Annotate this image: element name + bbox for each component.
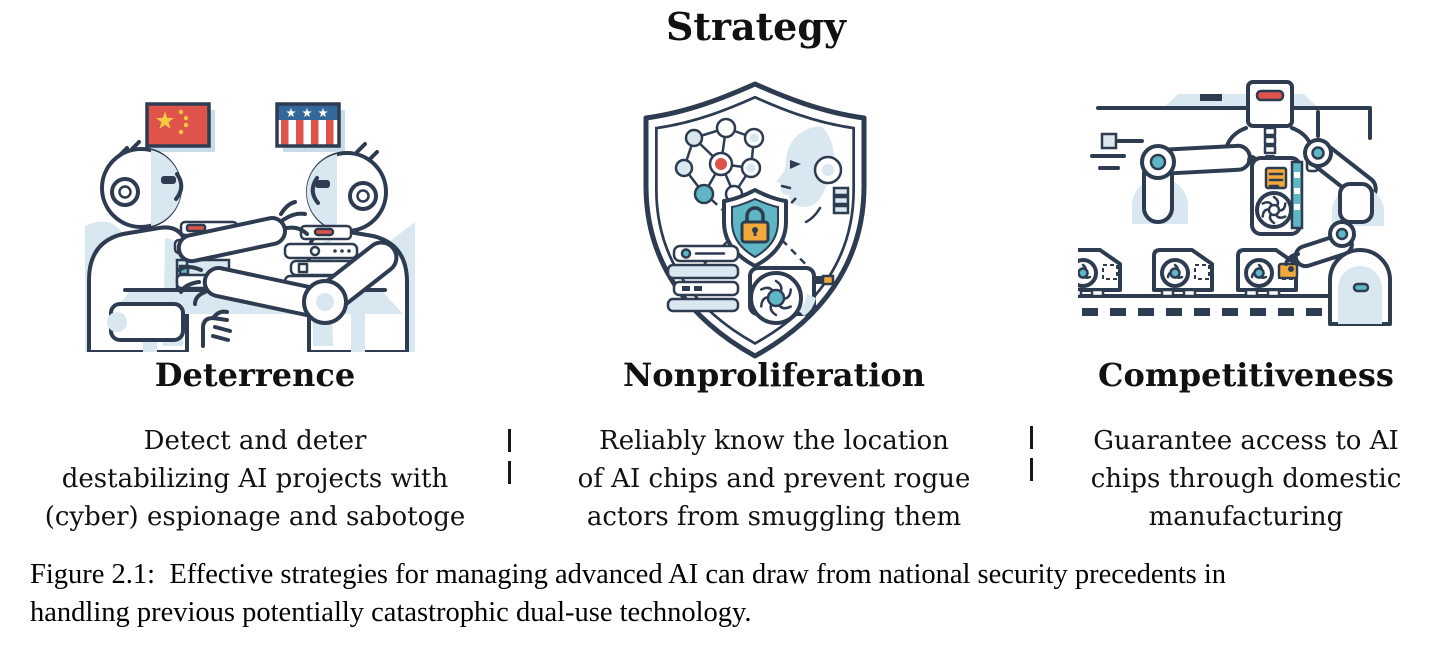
- column-divider-right: [1030, 426, 1033, 481]
- gpu-card-icon: [1154, 250, 1212, 296]
- figure-title: Strategy: [665, 4, 847, 49]
- figure-caption: [30, 556, 1450, 632]
- robotic-arm-right: [1305, 140, 1384, 226]
- description-line: Guarantee access to AI: [1093, 426, 1399, 456]
- conveyor-icon: [1078, 296, 1328, 312]
- description-line: (cyber) espionage and sabotoge: [44, 502, 466, 532]
- gpu-card-upright-icon: [1252, 158, 1302, 234]
- description-nonproliferation: [539, 422, 1009, 536]
- caption-line: Figure 2.1: Effective strategies for managing advanced AI can draw from national security precedents in: [30, 559, 1227, 590]
- china-flag-icon: [147, 104, 215, 152]
- rail-strip: [1164, 94, 1318, 108]
- heading-deterrence: Deterrence: [154, 356, 356, 394]
- gpu-card-icon: [1078, 250, 1120, 296]
- description-line: manufacturing: [1148, 502, 1344, 532]
- nonproliferation-illustration: [624, 74, 886, 362]
- chip-on-card: [1279, 264, 1297, 278]
- description-line: Reliably know the location: [599, 426, 949, 456]
- description-line: actors from smuggling them: [586, 502, 962, 532]
- description-line: of AI chips and prevent rogue: [577, 464, 971, 494]
- caption-line: handling previous potentially catastrophic dual-use technology.: [30, 597, 752, 628]
- description-line: Detect and deter: [143, 426, 367, 456]
- us-flag-icon: [277, 104, 345, 152]
- heading-competitiveness: Competitiveness: [1098, 356, 1394, 394]
- description-line: chips through domestic: [1090, 464, 1402, 494]
- competitiveness-illustration: [1078, 76, 1404, 328]
- column-divider-left: [508, 429, 511, 484]
- robotic-arm-lower-right: [1286, 222, 1390, 324]
- deterrence-illustration: [85, 64, 415, 352]
- servers-icon: [668, 246, 738, 311]
- heading-nonproliferation: Nonproliferation: [622, 356, 925, 394]
- human-hand: [203, 312, 230, 346]
- description-deterrence: [20, 422, 490, 536]
- description-line: destabilizing AI projects with: [61, 464, 449, 494]
- description-competitiveness: [1011, 422, 1456, 536]
- chip-signal-icon: [1092, 134, 1142, 168]
